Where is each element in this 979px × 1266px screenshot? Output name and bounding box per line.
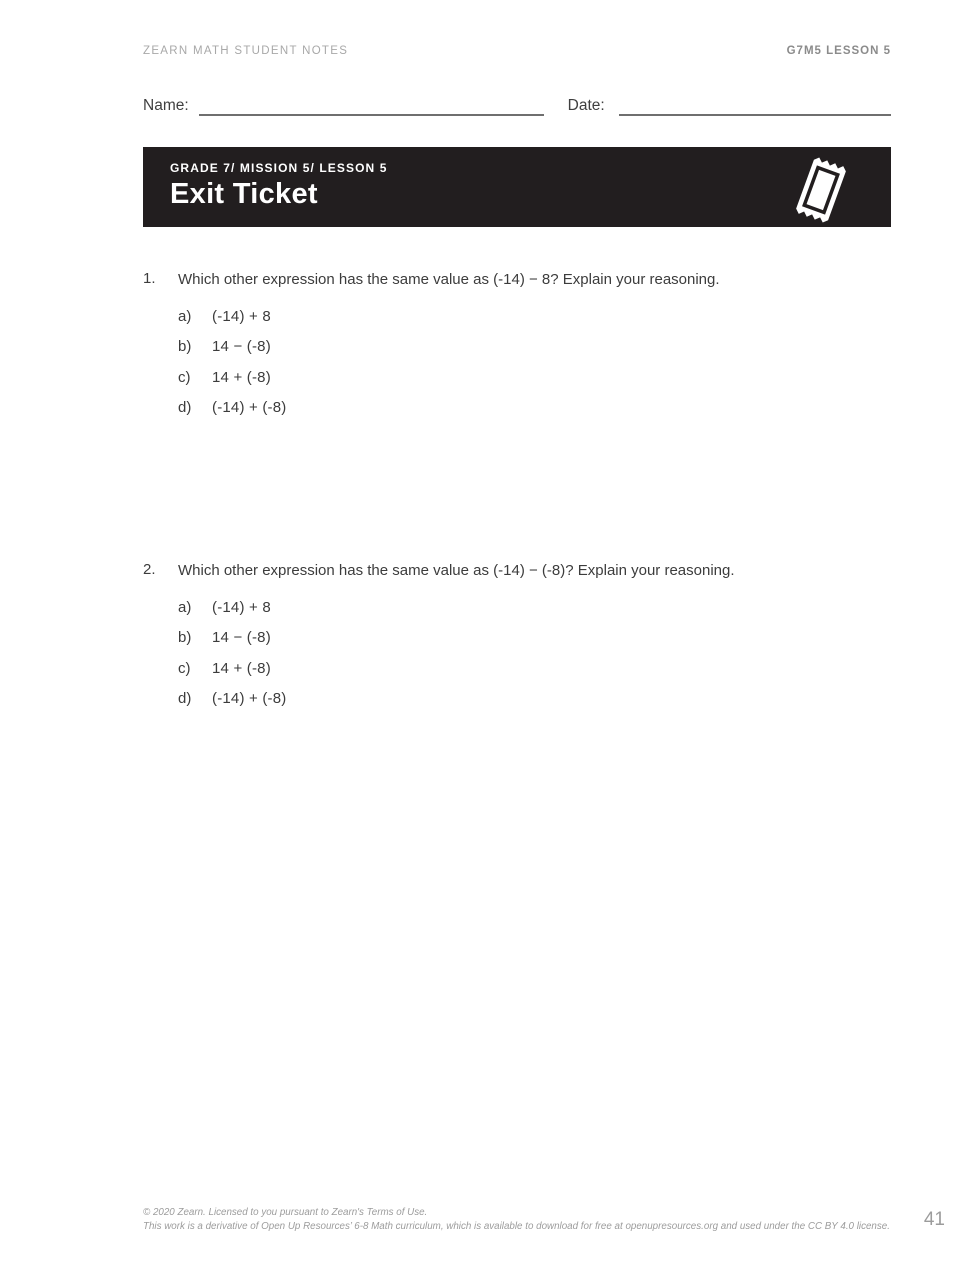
ticket-icon [791,150,851,230]
footer-license: This work is a derivative of Open Up Resources’ 6-8 Math curriculum, which is available to download for free at openupresources.org and used under the CC BY 4.0 license. [143,1220,890,1232]
choice-d [178,684,891,715]
choice-letter: a) [178,598,192,616]
choice-c [178,362,891,393]
footer [143,1206,903,1233]
lesson-banner [143,147,891,227]
choice-a [178,301,891,332]
choice-a [178,592,891,623]
document-title: ZEARN MATH STUDENT NOTES [143,45,349,57]
choice-expression: 14 + (-8) [212,368,271,386]
choice-expression: (-14) + (-8) [212,399,287,417]
choice-letter: a) [178,307,192,325]
question-number: 1. [143,270,156,287]
name-date-row [143,94,891,116]
choice-d [178,393,891,424]
question-number: 2. [143,561,156,578]
choice-expression: (-14) + 8 [212,598,271,616]
question-prompt: Which other expression has the same value as (-14) − (-8)? Explain your reasoning. [178,562,735,579]
question-prompt: Which other expression has the same value as (-14) − 8? Explain your reasoning. [178,271,720,288]
question-1 [143,270,891,423]
page-number: 41 [923,1209,945,1230]
page-title: Exit Ticket [170,178,318,210]
choice-expression: 14 + (-8) [212,659,271,677]
choice-expression: (-14) + (-8) [212,690,287,708]
choice-b [178,623,891,654]
choice-expression: (-14) + 8 [212,307,271,325]
choice-letter: b) [178,629,192,647]
lesson-code: G7M5 LESSON 5 [786,45,891,57]
choice-expression: 14 − (-8) [212,629,271,647]
choice-letter: d) [178,399,192,417]
choice-letter: c) [178,659,191,677]
choice-letter: b) [178,338,192,356]
choice-list [178,592,891,714]
name-label: Name: [143,97,189,114]
date-field[interactable] [619,98,891,116]
question-2 [143,561,891,714]
choice-c [178,653,891,684]
name-field[interactable] [199,98,544,116]
choice-letter: c) [178,368,191,386]
banner-kicker: GRADE 7/ MISSION 5/ LESSON 5 [170,161,388,175]
choice-list [178,301,891,423]
choice-letter: d) [178,690,192,708]
choice-expression: 14 − (-8) [212,338,271,356]
footer-copyright: © 2020 Zearn. Licensed to you pursuant to Zearn's Terms of Use. [143,1207,428,1218]
choice-b [178,332,891,363]
date-label: Date: [567,97,605,114]
